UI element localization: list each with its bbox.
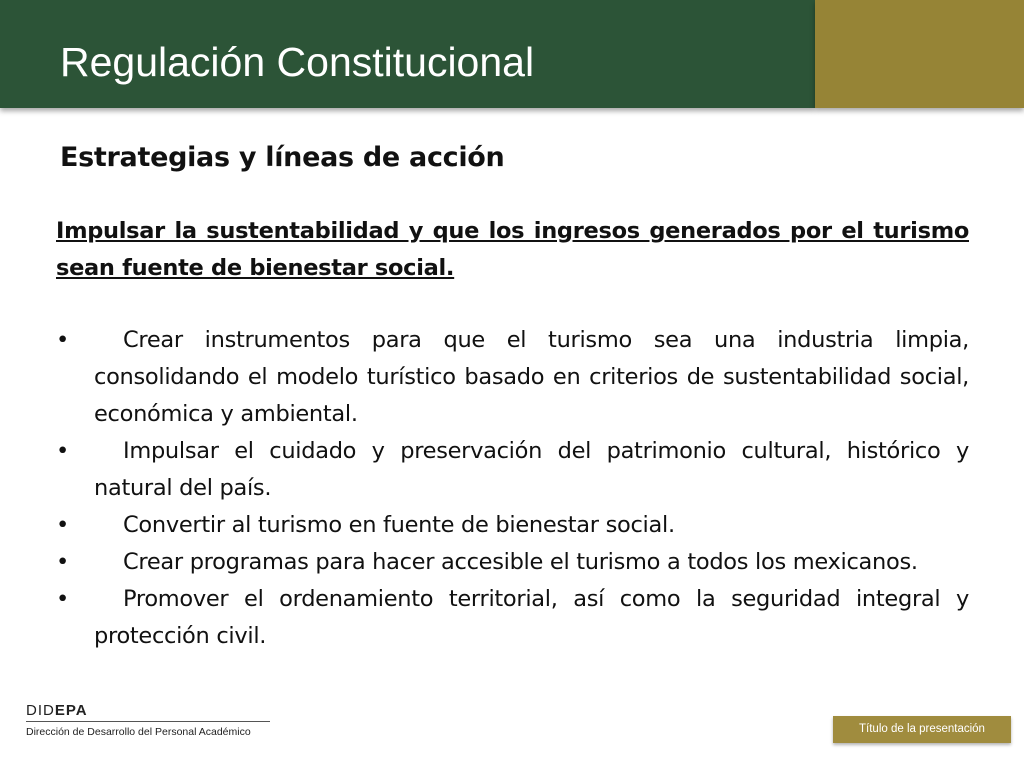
list-item: [56, 507, 969, 544]
presentation-title-label: Título de la presentación: [833, 716, 1011, 743]
list-item-text: Impulsar el cuidado y preservación del patrimonio cultural, histórico y natural del país.: [94, 438, 969, 501]
logo-wordmark: [26, 702, 270, 722]
action-lines-list: [56, 322, 969, 655]
bullet-icon: •: [56, 438, 69, 464]
list-item: [56, 322, 969, 433]
list-item: [56, 581, 969, 655]
list-item-text: Crear instrumentos para que el turismo sea una industria limpia, consolidando el modelo turístico basado en criterios de sustentabilidad social, económica y ambiental.: [94, 327, 969, 427]
list-item-text: Promover el ordenamiento territorial, así como la seguridad integral y protección civil.: [94, 586, 969, 649]
slide-title: Regulación Constitucional: [60, 39, 535, 85]
slide-content: [56, 213, 969, 655]
bullet-icon: •: [56, 327, 69, 353]
list-item-text: Crear programas para hacer accesible el turismo a todos los mexicanos.: [123, 549, 918, 575]
logo-subtitle: Dirección de Desarrollo del Personal Académico: [26, 726, 251, 738]
logo-prefix: DID: [26, 702, 55, 719]
header-accent-block: [815, 0, 1024, 108]
bullet-icon: •: [56, 586, 69, 612]
list-item: [56, 433, 969, 507]
list-item-text: Convertir al turismo en fuente de bienestar social.: [123, 512, 675, 538]
section-subtitle: Estrategias y líneas de acción: [60, 142, 505, 173]
bullet-icon: •: [56, 549, 69, 575]
list-item: [56, 544, 969, 581]
lead-statement: Impulsar la sustentabilidad y que los ingresos generados por el turismo sean fuente de bienestar social.: [56, 218, 969, 281]
logo-bold: EPA: [54, 702, 88, 719]
bullet-icon: •: [56, 512, 69, 538]
didepa-logo: [26, 702, 270, 739]
